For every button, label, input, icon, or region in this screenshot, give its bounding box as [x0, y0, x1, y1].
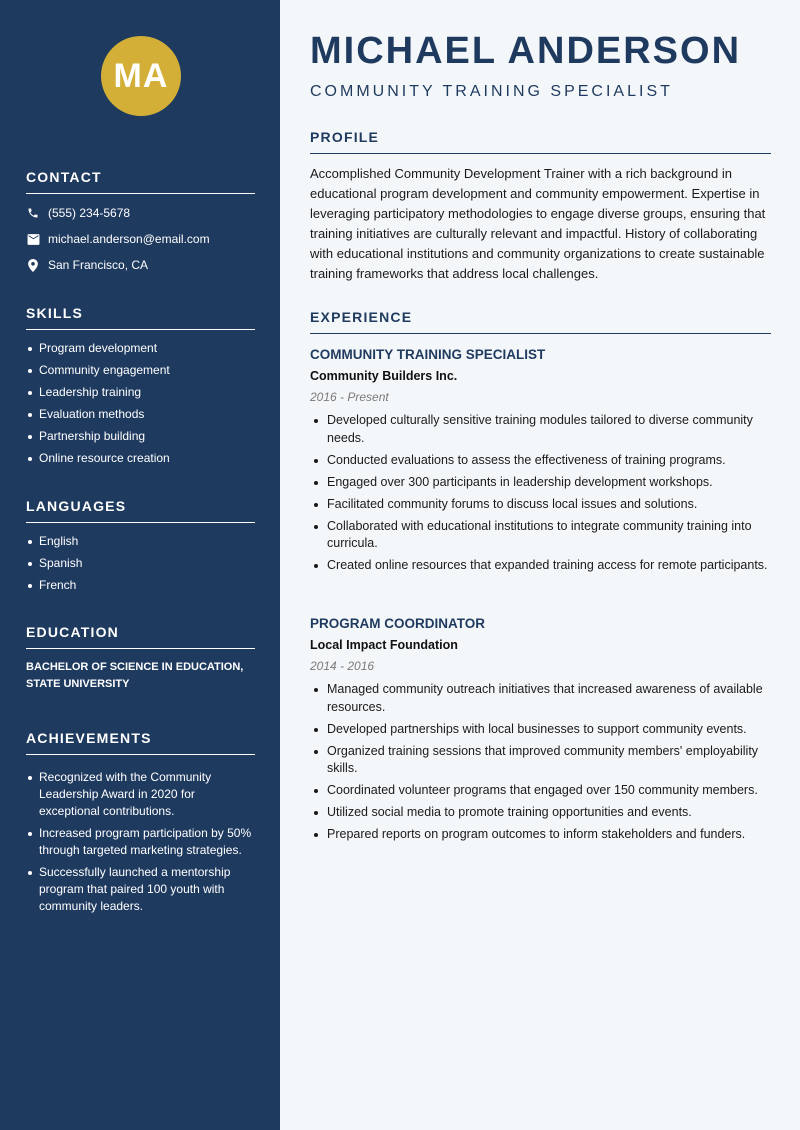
email-icon	[26, 232, 40, 246]
job-bullet: Coordinated volunteer programs that engaged over 150 community members.	[310, 782, 771, 800]
candidate-name: MICHAEL ANDERSON	[310, 30, 742, 72]
experience-section	[310, 309, 771, 334]
job-dates: 2016 - Present	[310, 390, 389, 404]
contact-email	[26, 226, 255, 252]
job-bullets	[310, 681, 771, 844]
skill-item: Evaluation methods	[26, 406, 255, 423]
languages-section	[26, 498, 255, 599]
contact-email-text[interactable]: michael.anderson@email.com	[48, 232, 210, 246]
contact-location	[26, 252, 255, 278]
job-bullet: Created online resources that expanded training access for remote participants.	[310, 557, 771, 575]
achievement-item: Recognized with the Community Leadership Award in 2020 for exceptional contributions.	[26, 769, 255, 820]
education-section	[26, 624, 255, 693]
contact-phone	[26, 200, 255, 226]
skill-item: Program development	[26, 340, 255, 357]
achievement-item: Successfully launched a mentorship program that paired 100 youth with community leaders.	[26, 864, 255, 915]
achievements-section	[26, 730, 255, 920]
skill-item: Online resource creation	[26, 450, 255, 467]
education-heading: EDUCATION	[26, 624, 255, 649]
achievements-heading: ACHIEVEMENTS	[26, 730, 255, 755]
job-dates: 2014 - 2016	[310, 659, 375, 673]
job-entry	[310, 347, 771, 579]
languages-heading: LANGUAGES	[26, 498, 255, 523]
profile-heading: PROFILE	[310, 129, 771, 154]
skills-list	[26, 340, 255, 467]
job-bullets	[310, 412, 771, 575]
job-title: COMMUNITY TRAINING SPECIALIST	[310, 347, 546, 362]
job-bullet: Developed culturally sensitive training modules tailored to diverse community needs.	[310, 412, 771, 447]
job-company: Community Builders Inc.	[310, 369, 458, 383]
phone-icon	[26, 206, 40, 220]
candidate-title: COMMUNITY TRAINING SPECIALIST	[310, 83, 673, 100]
job-bullet: Prepared reports on program outcomes to inform stakeholders and funders.	[310, 826, 771, 844]
sidebar	[0, 0, 280, 1130]
job-bullet: Utilized social media to promote training opportunities and events.	[310, 804, 771, 822]
skill-item: Leadership training	[26, 384, 255, 401]
contact-section	[26, 169, 255, 278]
contact-heading: CONTACT	[26, 169, 255, 194]
job-title: PROGRAM COORDINATOR	[310, 616, 485, 631]
achievement-item: Increased program participation by 50% through targeted marketing strategies.	[26, 825, 255, 859]
job-bullet: Managed community outreach initiatives that increased awareness of available resources.	[310, 681, 771, 716]
job-entry	[310, 616, 771, 848]
language-item: Spanish	[26, 555, 255, 572]
achievements-list	[26, 769, 255, 915]
education-degree: BACHELOR OF SCIENCE IN EDUCATION, STATE UNIVERSITY	[26, 661, 244, 690]
job-bullet: Engaged over 300 participants in leadership development workshops.	[310, 474, 771, 492]
avatar	[101, 36, 181, 116]
skills-heading: SKILLS	[26, 305, 255, 330]
job-bullet: Collaborated with educational institutions to integrate community training into curricula.	[310, 518, 771, 553]
job-bullet: Organized training sessions that improved community members' employability skills.	[310, 743, 771, 778]
contact-phone-text[interactable]: (555) 234-5678	[48, 206, 131, 220]
language-item: English	[26, 533, 255, 550]
job-bullet: Developed partnerships with local businesses to support community events.	[310, 721, 771, 739]
profile-section	[310, 129, 771, 284]
profile-text: Accomplished Community Development Trainer with a rich background in educational program development and community empowerment. Expertise in leveraging participatory methodologies to engage diverse groups, ensuring that training initiatives are culturally relevant and impactful. History of collaborating with educational institutions and community organizations to create sustainable training frameworks that address local challenges.	[310, 166, 766, 281]
skills-section	[26, 305, 255, 472]
job-company: Local Impact Foundation	[310, 638, 458, 652]
language-item: French	[26, 577, 255, 594]
languages-list	[26, 533, 255, 594]
skill-item: Partnership building	[26, 428, 255, 445]
job-bullet: Facilitated community forums to discuss local issues and solutions.	[310, 496, 771, 514]
location-pin-icon	[26, 258, 40, 272]
avatar-initials: MA	[113, 56, 169, 95]
experience-heading: EXPERIENCE	[310, 309, 771, 334]
job-bullet: Conducted evaluations to assess the effectiveness of training programs.	[310, 452, 771, 470]
contact-location-text: San Francisco, CA	[48, 258, 149, 272]
skill-item: Community engagement	[26, 362, 255, 379]
